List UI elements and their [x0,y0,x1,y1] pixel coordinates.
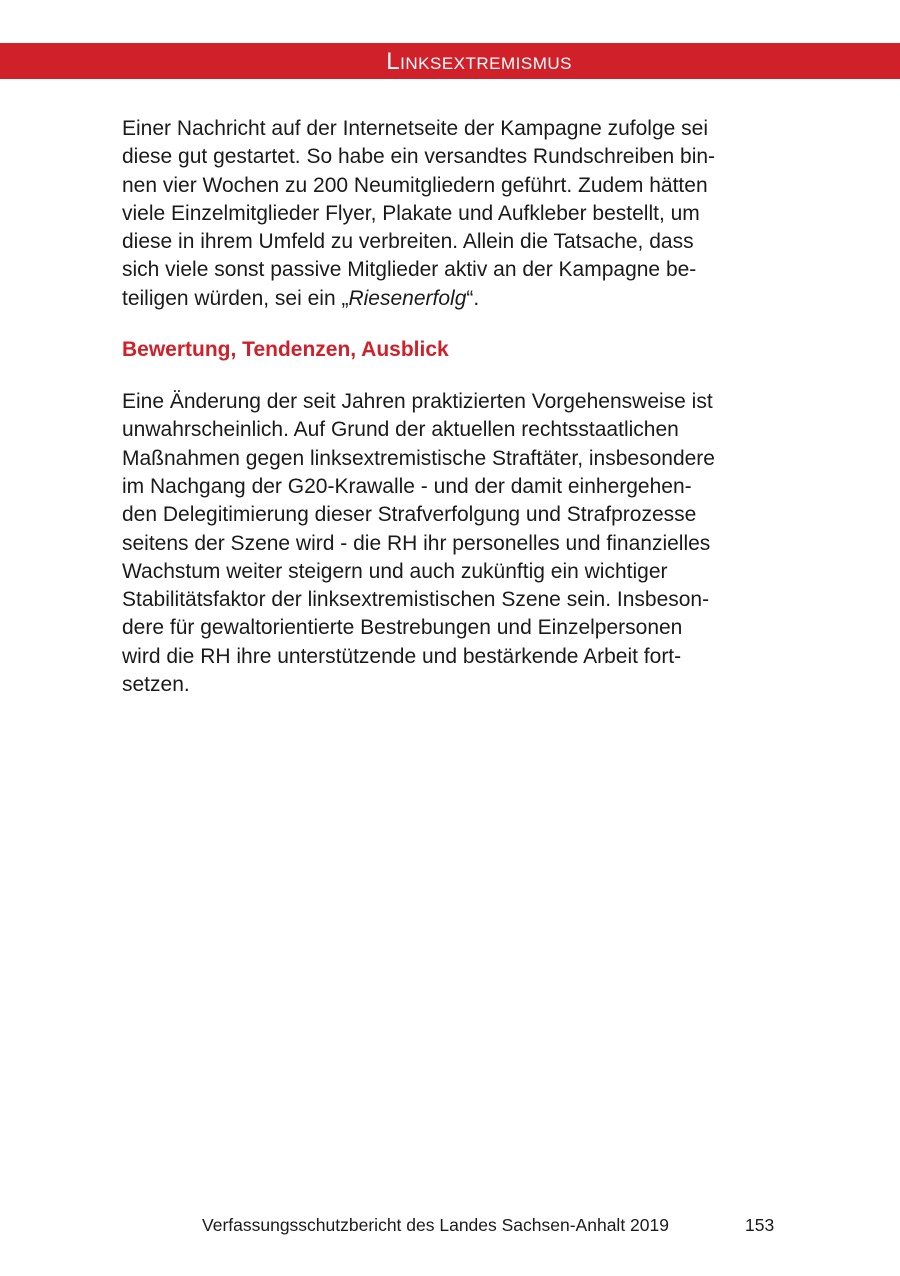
page-content [122,115,782,699]
page-number: 153 [745,1215,775,1235]
section-header-bar [0,43,900,79]
footer-publication: Verfassungsschutzbericht des Landes Sachsen-Anhalt 2019 [202,1215,669,1235]
section-title: Linksextremismus [386,48,572,75]
paragraph-campaign-text: Einer Nachricht auf der Internetseite der Kampagne zufolge sei diese gut gestartet. So habe ein versandtes Rundschreiben bin- nen vier Wochen zu 200 Neumitgliedern geführt. Zudem hätten viele Einzelmitglieder Flyer, Plakate und Aufkleber bestellt, um diese in ihrem Umfeld zu verbreiten. Allein die Tatsache, dass sich viele sonst passive Mitglieder aktiv an der Kampagne be- teiligen würden, sei ein „ [122,117,716,310]
paragraph-assessment: Eine Änderung der seit Jahren praktizierten Vorgehensweise ist unwahrscheinlich. Auf Grund der aktuellen rechtsstaatlichen Maßnahmen gegen linksextremistische Straftäter, insbesondere im Nachgang der G20-Krawalle - und der damit einhergehen- den Delegitimierung dieser Strafverfolgung und Strafprozesse seitens der Szene wird - die RH ihr personelles und finanzielles Wachstum weiter steigern und auch zukünftig ein wichtiger Stabilitätsfaktor der linksextremistischen Szene sein. Insbeson- dere für gewaltorientierte Bestrebungen und Einzelpersonen wird die RH ihre unterstützende und bestärkende Arbeit fort- setzen. [122,390,715,697]
paragraph-campaign [122,115,782,313]
paragraph-campaign-end: “. [466,286,480,310]
subheading-assessment: Bewertung, Tendenzen, Ausblick [122,338,449,362]
italic-quote: Riesenerfolg [348,286,467,310]
